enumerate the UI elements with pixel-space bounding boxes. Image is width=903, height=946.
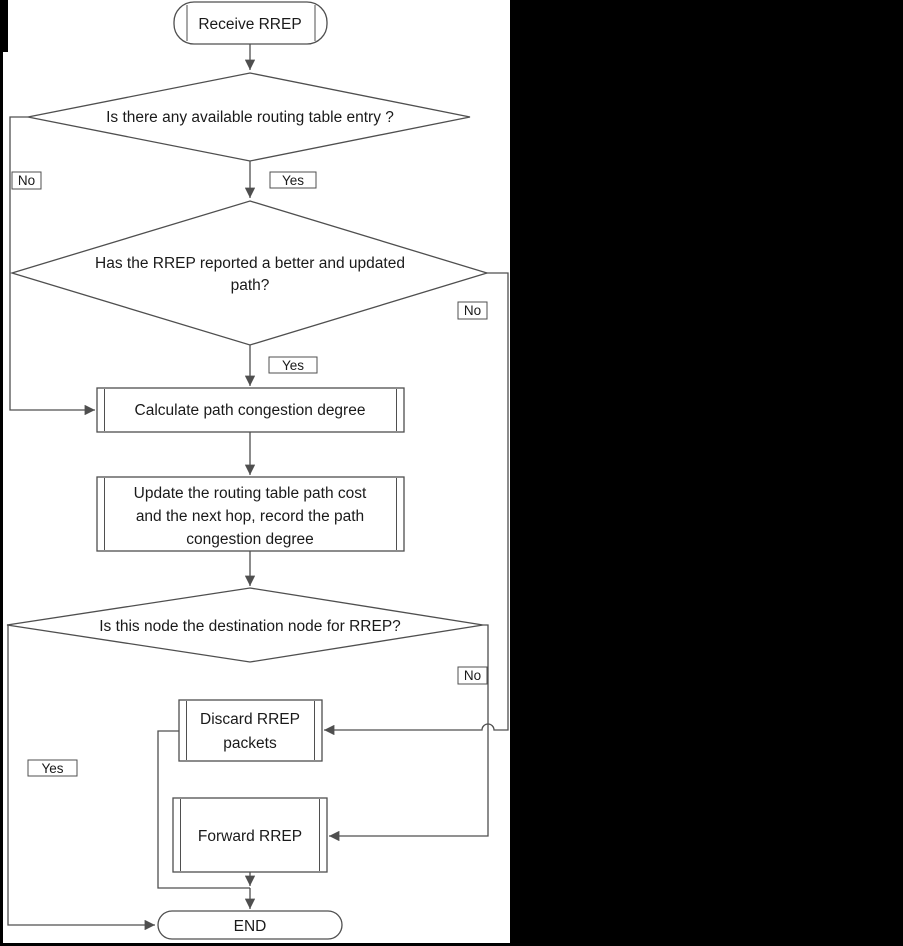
decision2-label-line1: Has the RREP reported a better and updated [95, 255, 405, 272]
forward-node [173, 798, 327, 872]
end-node [158, 911, 342, 939]
label-no3-text: No [463, 668, 482, 683]
start-node-label: Receive RREP [198, 16, 302, 33]
label-yes2 [269, 357, 317, 373]
process2-label-line2: and the next hop, record the path [135, 508, 365, 525]
label-no1 [12, 172, 41, 189]
discard-label-line2: packets [223, 735, 277, 752]
label-no2-text: No [463, 303, 482, 318]
process1-node [97, 388, 404, 432]
label-yes2-text: Yes [281, 358, 305, 373]
start-node [174, 2, 327, 44]
label-yes1 [270, 172, 316, 188]
top-left-black-bar [0, 0, 8, 52]
label-no3 [458, 667, 487, 684]
label-no2 [458, 302, 487, 319]
label-yes3 [28, 760, 77, 776]
discard-node [179, 700, 322, 761]
label-yes1-text: Yes [281, 173, 305, 188]
process1-label: Calculate path congestion degree [134, 402, 366, 419]
forward-label: Forward RREP [197, 828, 303, 845]
label-yes3-text: Yes [41, 761, 64, 776]
decision2-label-line2: path? [230, 277, 270, 294]
process2-node [97, 477, 404, 551]
process2-label-line3: congestion degree [186, 531, 314, 548]
label-no1-text: No [17, 173, 36, 188]
discard-label-line1: Discard RREP [200, 711, 300, 728]
decision1-label: Is there any available routing table entry ? [106, 109, 394, 126]
process2-label-line1: Update the routing table path cost [133, 485, 367, 502]
decision3-label: Is this node the destination node for RREP? [99, 618, 401, 635]
end-label: END [233, 918, 267, 935]
